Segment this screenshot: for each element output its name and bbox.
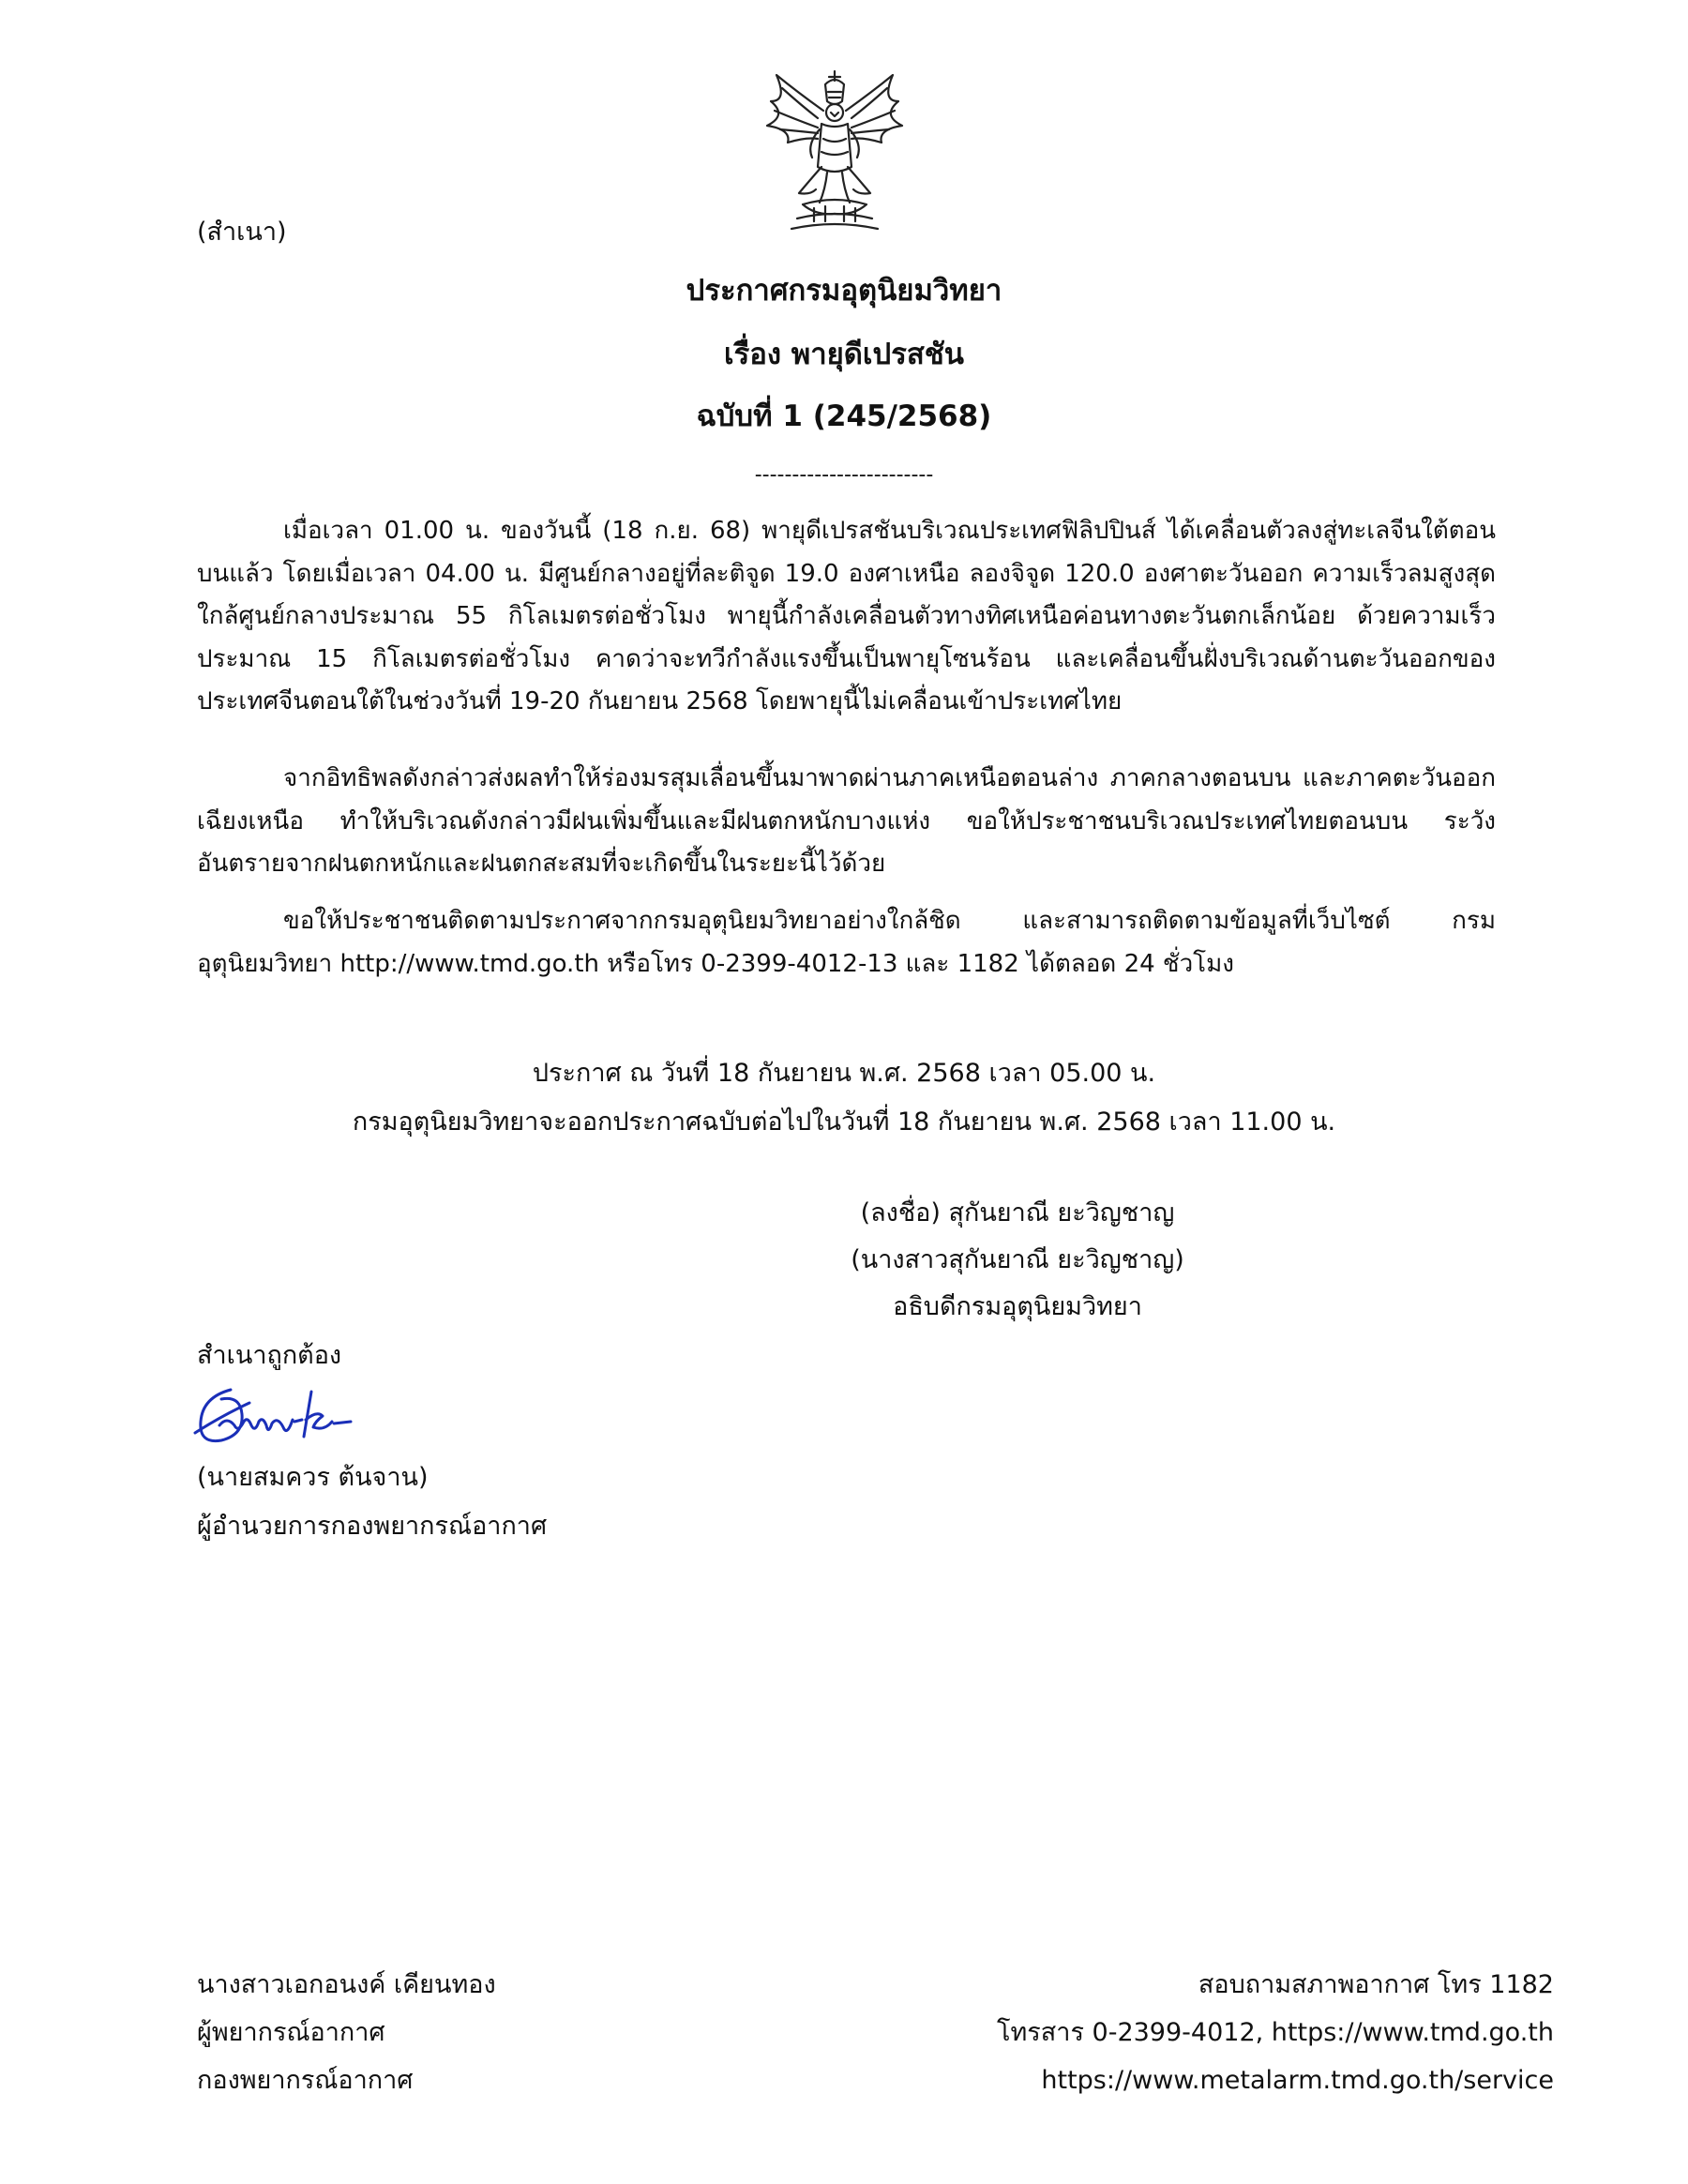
issued-date: ประกาศ ณ วันที่ 18 กันยายน พ.ศ. 2568 เวลา 05.00 น. — [532, 1059, 1156, 1088]
body-paragraph-1: เมื่อเวลา 01.00 น. ของวันนี้ (18 ก.ย. 68) พายุดีเปรสชันบริเวณประเทศฟิลิปปินส์ ได้เคลื่อนตัวลงสู่ทะเลจีนใต้ตอนบนแล้ว โดยเมื่อเวลา 04.00 น. มีศูนย์กลางอยู่ที่ละติจูด 19.0 องศาเหนือ ลองจิจูด 120.0 องศาตะวันออก ความเร็วลมสูงสุดใกล้ศูนย์กลางประมาณ 55 กิโลเมตรต่อชั่วโมง พายุนี้กำลังเคลื่อนตัวทางทิศเหนือค่อนทางตะวันตกเล็กน้อย ด้วยความเร็วประมาณ 15 กิโลเมตรต่อชั่วโมง คาดว่าจะทวีกำลังแรงขึ้นเป็นพายุโซนร้อน และเคลื่อนขึ้นฝั่งบริเวณด้านตะวันออกของประเทศจีนตอนใต้ในช่วงวันที่ 19-20 กันยายน 2568 โดยพายุนี้ไม่เคลื่อนเข้าประเทศไทย — [197, 517, 1496, 715]
next-announcement: กรมอุตุนิยมวิทยาจะออกประกาศฉบับต่อไปในวันที่ 18 กันยายน พ.ศ. 2568 เวลา 11.00 น. — [352, 1107, 1336, 1137]
footer-left-name: นางสาวเอกอนงค์ เคียนทอง — [197, 1970, 496, 1999]
body-paragraph-2: จากอิทธิพลดังกล่าวส่งผลทำให้ร่องมรสุมเลื่อนขึ้นมาพาดผ่านภาคเหนือตอนล่าง ภาคกลางตอนบน และภาคตะวันออกเฉียงเหนือ ทำให้บริเวณดังกล่าวมีฝนเพิ่มขึ้นและมีฝนตกหนักบางแห่ง ขอให้ประชาชนบริเวณประเทศไทยตอนบน ระวังอันตรายจากฝนตกหนักและฝนตกสะสมที่จะเกิดขึ้นในระยะนี้ไว้ด้วย — [197, 764, 1496, 878]
footer-left-role: ผู้พยากรณ์อากาศ — [197, 2018, 385, 2047]
garuda-emblem-icon — [760, 64, 910, 237]
footer-right-phone: สอบถามสภาพอากาศ โทร 1182 — [1198, 1970, 1554, 1999]
body-paragraph-3: ขอให้ประชาชนติดตามประกาศจากกรมอุตุนิยมวิทยาอย่างใกล้ชิด และสามารถติดตามข้อมูลที่เว็บไซต์ กรมอุตุนิยมวิทยา http://www.tmd.go.th หรือโทร 0-2399-4012-13 และ 1182 ได้ตลอด 24 ชั่วโมง — [197, 907, 1496, 978]
certifier-name: (นายสมควร ต้นจาน) — [197, 1463, 429, 1492]
signed-line: (ลงชื่อ) สุกันยาณี ยะวิญชาญ — [860, 1198, 1175, 1228]
subject-line: เรื่อง พายุดีเปรสชัน — [723, 338, 964, 371]
certified-copy-label: สำเนาถูกต้อง — [197, 1341, 342, 1370]
footer-right-fax: โทรสาร 0-2399-4012, https://www.tmd.go.th — [997, 2018, 1554, 2047]
signatory-name: (นางสาวสุกันยาณี ยะวิญชาญ) — [851, 1245, 1184, 1274]
footer-right-url: https://www.metalarm.tmd.go.th/service — [1041, 2066, 1554, 2095]
signatory-position: อธิบดีกรมอุตุนิยมวิทยา — [893, 1292, 1142, 1321]
footer-left-division: กองพยากรณ์อากาศ — [197, 2066, 414, 2095]
certifier-position: ผู้อำนวยการกองพยากรณ์อากาศ — [197, 1512, 548, 1541]
handwritten-signature — [193, 1378, 381, 1463]
separator-line: ------------------------ — [754, 463, 934, 487]
copy-label: (สำเนา) — [197, 218, 287, 247]
issue-number: ฉบับที่ 1 (245/2568) — [696, 399, 992, 433]
page-title: ประกาศกรมอุตุนิยมวิทยา — [686, 274, 1002, 308]
